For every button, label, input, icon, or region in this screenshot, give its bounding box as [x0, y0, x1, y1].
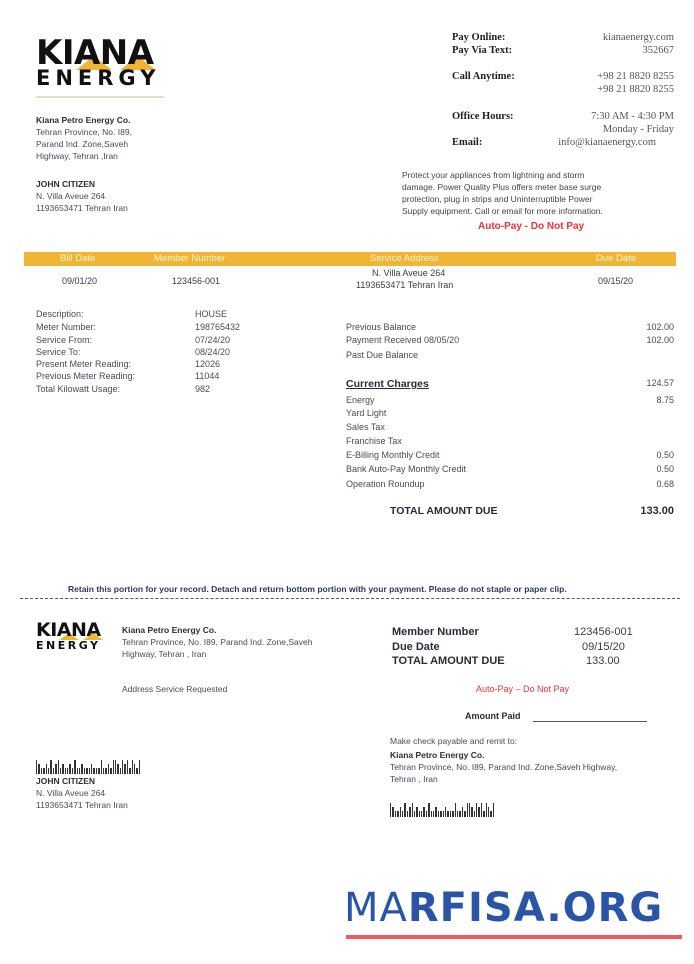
stub-member-value: 123456-001 — [574, 626, 633, 638]
charge-value: 0.50 — [656, 464, 674, 474]
balance-label: Payment Received 08/05/20 — [346, 335, 460, 345]
email-row — [452, 137, 674, 148]
hours-label: Office Hours: — [452, 111, 514, 122]
remit-barcode — [390, 803, 494, 817]
amount-paid-label: Amount Paid — [465, 711, 521, 721]
member-number-value: 123456-001 — [172, 276, 221, 286]
promo-line: damage. Power Quality Plus offers meter base surge — [402, 182, 602, 192]
charge-label: Sales Tax — [346, 422, 385, 432]
summary-header-band — [24, 252, 676, 266]
meter-detail-label: Description: — [36, 309, 84, 319]
autopay-notice: Auto-Pay - Do Not Pay — [478, 221, 585, 232]
balance-value: 102.00 — [646, 322, 674, 332]
meter-detail-value: 12026 — [195, 359, 221, 369]
stub-logo-energy: ENERGY — [36, 639, 101, 652]
remit-address-line: Tehran Province, No. I89, Parand Ind. Zone,Saveh Highway, — [390, 762, 618, 772]
logo-underline — [36, 96, 164, 98]
logo-energy: ENERGY — [36, 66, 161, 90]
stub-customer-block — [36, 775, 236, 811]
promo-line: Supply equipment. Call or email for more information. — [402, 206, 603, 216]
remit-company-name: Kiana Petro Energy Co. — [390, 750, 485, 760]
stub-total-label: TOTAL AMOUNT DUE — [392, 655, 505, 667]
bill-date-value: 09/01/20 — [62, 276, 98, 286]
stub-due-label: Due Date — [392, 641, 440, 653]
stub-customer-city: 1193653471 Tehran Iran — [36, 800, 128, 810]
balance-value: 102.00 — [646, 335, 674, 345]
col-due-date: Due Date — [596, 253, 637, 264]
col-bill-date: Bill Date — [60, 253, 96, 264]
stub-customer-street: N. Villa Aveue 264 — [36, 788, 106, 798]
pay-online-row — [452, 32, 674, 43]
stub-logo — [36, 621, 106, 653]
promo-text — [402, 169, 682, 217]
due-date-value: 09/15/20 — [598, 276, 634, 286]
current-charges-title: Current Charges — [346, 378, 429, 390]
stub-company-block — [122, 624, 362, 660]
meter-detail-value: 11044 — [195, 371, 220, 381]
meter-detail-value: 07/24/20 — [195, 335, 231, 345]
pay-text-label: Pay Via Text: — [452, 45, 513, 56]
stub-customer-name: JOHN CITIZEN — [36, 776, 96, 786]
pay-text-value: 352667 — [642, 45, 674, 56]
meter-detail-label: Present Meter Reading: — [36, 359, 132, 369]
meter-detail-value: 198765432 — [195, 322, 241, 332]
company-address-line: Highway, Tehran ,Iran — [36, 151, 118, 161]
stub-member-label: Member Number — [392, 626, 479, 638]
customer-street: N. Villa Aveue 264 — [36, 191, 106, 201]
company-name: Kiana Petro Energy Co. — [36, 115, 131, 125]
hours-value-2: Monday - Friday — [602, 124, 674, 135]
col-member-number: Member Number — [154, 253, 226, 264]
current-charges-value: 124.57 — [646, 378, 674, 388]
stub-address-line: Highway, Tehran , Iran — [122, 649, 207, 659]
meter-detail-label: Total Kilowatt Usage: — [36, 384, 121, 394]
charge-label: Franchise Tax — [346, 436, 402, 446]
call-value-2: +98 21 8820 8255 — [597, 84, 674, 95]
charge-label: E-Billing Monthly Credit — [346, 450, 440, 460]
company-address-line: Parand Ind. Zone,Saveh — [36, 139, 129, 149]
remit-label: Make check payable and remit to: — [390, 736, 518, 746]
watermark-thin: MA — [344, 885, 408, 931]
service-address-line2: 1193653471 Tehran Iran — [356, 280, 454, 290]
charge-label: Bank Auto-Pay Monthly Credit — [346, 464, 467, 474]
call-label: Call Anytime: — [452, 71, 515, 82]
hours-row — [452, 111, 674, 122]
stub-autopay-notice: Auto-Pay – Do Not Pay — [476, 684, 570, 694]
watermark-underline — [346, 935, 682, 939]
charge-label: Yard Light — [346, 408, 387, 418]
detach-notice: Retain this portion for your record. Detach and return bottom portion with your payment. Please do not staple or paper clip. — [68, 584, 567, 594]
meter-detail-label: Service To: — [36, 347, 81, 357]
pay-text-row — [452, 45, 674, 56]
charge-value: 0.68 — [656, 479, 674, 489]
service-address-line1: N. Villa Aveue 264 — [372, 268, 446, 278]
watermark-bold: RFISA — [407, 885, 547, 931]
pay-online-label: Pay Online: — [452, 32, 506, 43]
charge-label: Energy — [346, 395, 375, 405]
stub-due-value: 09/15/20 — [582, 641, 625, 653]
charge-value: 8.75 — [656, 395, 674, 405]
promo-line: Protect your appliances from lightning and storm — [402, 170, 585, 180]
meter-detail-value: 08/24/20 — [195, 347, 231, 357]
col-service-address: Service Address — [370, 253, 439, 264]
marfisa-watermark — [344, 885, 664, 931]
detach-line — [20, 598, 680, 599]
charge-value: 0.50 — [656, 450, 674, 460]
meter-detail-label: Service From: — [36, 335, 93, 345]
pay-online-link[interactable]: kianaenergy.com — [602, 32, 674, 43]
charge-label: Operation Roundup — [346, 479, 425, 489]
promo-line: protection, plug in strips and Uninterruptible Power — [402, 194, 593, 204]
amount-paid-field[interactable] — [533, 721, 647, 722]
customer-address-block — [36, 178, 236, 214]
address-service-requested: Address Service Requested — [122, 684, 228, 694]
email-link[interactable]: info@kianaenergy.com — [558, 137, 656, 148]
remit-block — [390, 735, 690, 785]
company-logo — [36, 33, 166, 98]
company-address-block — [36, 114, 236, 162]
meter-detail-value: 982 — [195, 384, 211, 394]
balance-label: Previous Balance — [346, 322, 417, 332]
total-due-value: 133.00 — [640, 505, 674, 517]
logo-kiana: KIANA — [36, 33, 154, 73]
watermark-suffix: .ORG — [546, 885, 664, 931]
stub-address-line: Tehran Province, No. I89, Parand Ind. Zone,Saveh — [122, 637, 313, 647]
meter-detail-label: Meter Number: — [36, 322, 97, 332]
balance-label: Past Due Balance — [346, 350, 419, 360]
stub-logo-kiana: KIANA — [36, 619, 101, 641]
meter-detail-value: HOUSE — [195, 309, 228, 319]
customer-barcode — [36, 760, 140, 774]
call-value-1: +98 21 8820 8255 — [597, 71, 674, 82]
remit-address-line: Tehran , Iran — [390, 774, 438, 784]
meter-detail-label: Previous Meter Reading: — [36, 371, 136, 381]
stub-company-name: Kiana Petro Energy Co. — [122, 625, 217, 635]
call-row — [452, 71, 674, 82]
customer-city: 1193653471 Tehran Iran — [36, 203, 128, 213]
company-address-line: Tehran Province, No. I89, — [36, 127, 132, 137]
email-label: Email: — [452, 137, 483, 148]
stub-total-value: 133.00 — [586, 655, 620, 667]
total-due-label: TOTAL AMOUNT DUE — [390, 505, 498, 517]
hours-value-1: 7:30 AM - 4:30 PM — [591, 111, 674, 122]
customer-name: JOHN CITIZEN — [36, 179, 96, 189]
